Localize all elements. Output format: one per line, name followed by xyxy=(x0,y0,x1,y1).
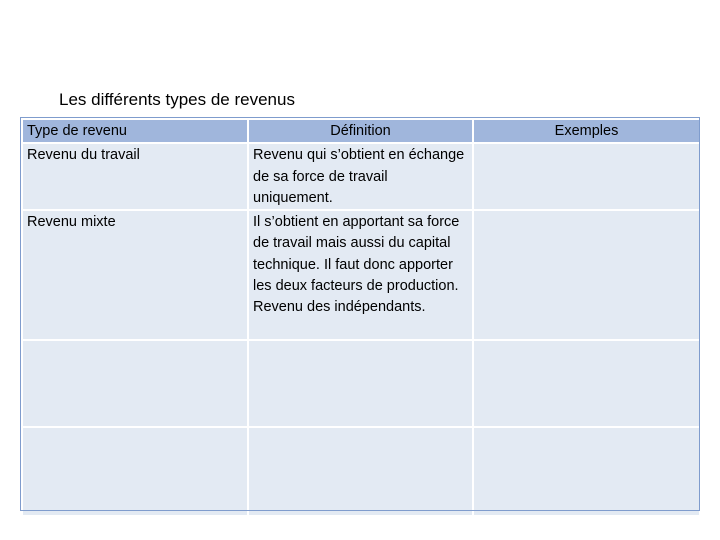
table-row xyxy=(22,427,700,516)
table-row xyxy=(22,210,700,340)
table-row xyxy=(22,340,700,427)
revenue-types-table xyxy=(21,118,701,517)
cell-type xyxy=(22,427,248,516)
cell-type: Revenu du travail xyxy=(22,143,248,210)
cell-definition xyxy=(248,427,473,516)
slide-title: Les différents types de revenus xyxy=(59,90,295,109)
header-definition: Définition xyxy=(248,119,473,143)
header-type: Type de revenu xyxy=(22,119,248,143)
cell-type xyxy=(22,340,248,427)
cell-definition xyxy=(248,340,473,427)
table-row xyxy=(22,143,700,210)
cell-examples xyxy=(473,340,700,427)
cell-examples xyxy=(473,143,700,210)
cell-type: Revenu mixte xyxy=(22,210,248,340)
table-header-row xyxy=(22,119,700,143)
cell-definition: Il s’obtient en apportant sa force de travail mais aussi du capital technique. Il faut donc apporter les deux facteurs de production. Revenu des indépendants. xyxy=(248,210,473,340)
cell-definition: Revenu qui s’obtient en échange de sa force de travail uniquement. xyxy=(248,143,473,210)
cell-examples xyxy=(473,427,700,516)
header-examples: Exemples xyxy=(473,119,700,143)
cell-examples xyxy=(473,210,700,340)
